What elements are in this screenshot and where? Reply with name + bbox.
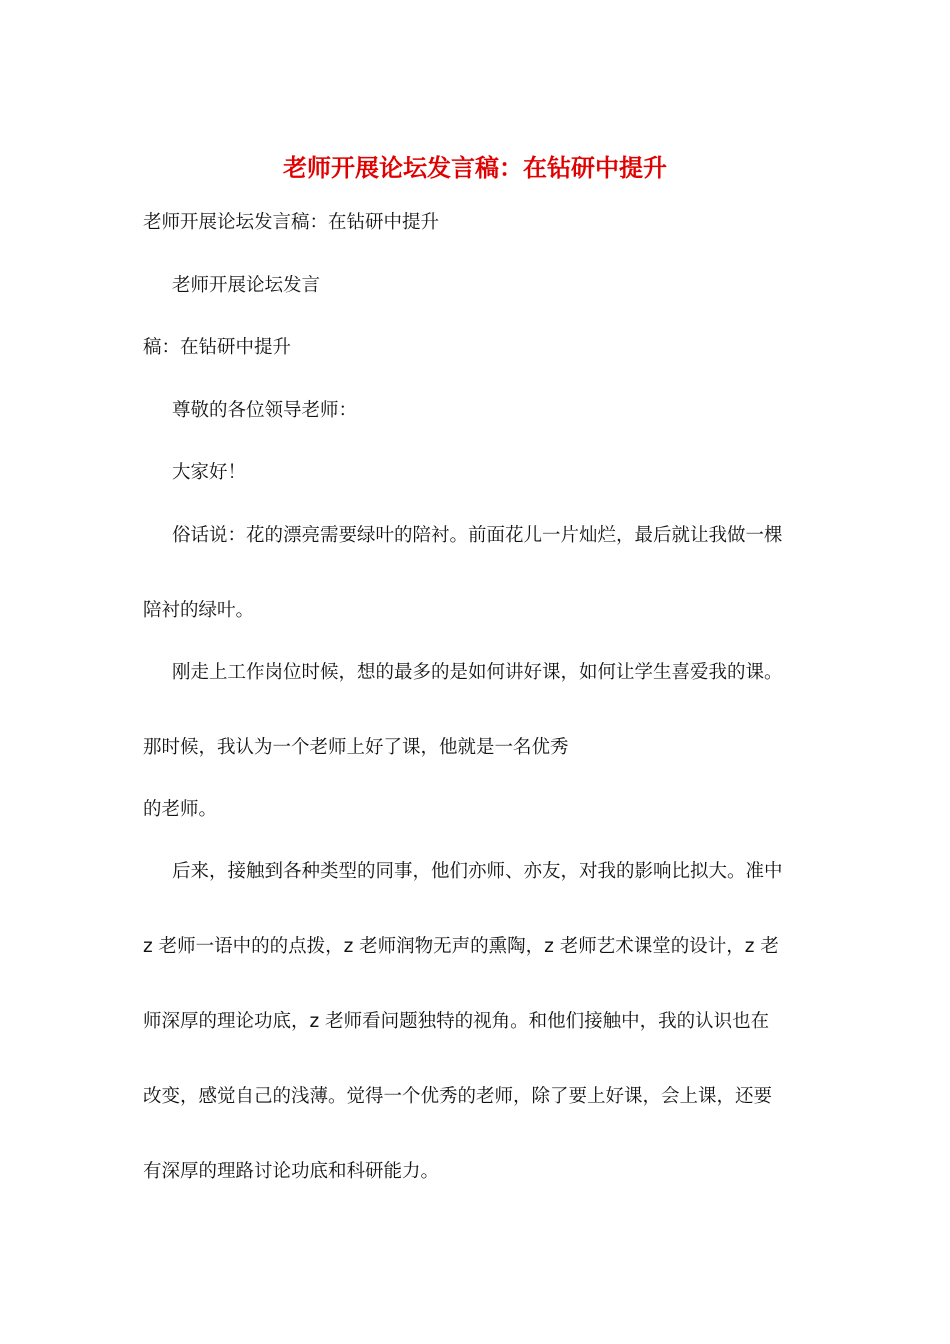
heading-line-2: 稿：在钻研中提升	[143, 337, 292, 358]
paragraph-3-line-5: 有深厚的理路讨论功底和科研能力。	[143, 1161, 440, 1182]
document-title: 老师开展论坛发言稿：在钻研中提升	[283, 153, 667, 182]
paragraph-3-line-2: z 老师一语中的的点拨，z 老师润物无声的熏陶，z 老师艺术课堂的设计，z 老	[143, 936, 779, 957]
salutation: 尊敬的各位领导老师：	[172, 400, 358, 421]
paragraph-1-line-1: 俗话说：花的漂亮需要绿叶的陪衬。前面花儿一片灿烂，最后就让我做一棵	[172, 525, 783, 546]
paragraph-1-line-2: 陪衬的绿叶。	[143, 600, 255, 621]
paragraph-3-line-1: 后来，接触到各种类型的同事，他们亦师、亦友，对我的影响比拟大。准中	[172, 861, 783, 882]
heading-line-1: 老师开展论坛发言	[172, 275, 321, 296]
paragraph-3-line-4: 改变，感觉自己的浅薄。觉得一个优秀的老师，除了要上好课，会上课，还要	[143, 1086, 773, 1107]
paragraph-2-line-2: 那时候，我认为一个老师上好了课，他就是一名优秀	[143, 737, 569, 758]
greeting: 大家好！	[172, 462, 247, 483]
subtitle-line: 老师开展论坛发言稿：在钻研中提升	[143, 212, 440, 233]
paragraph-3-line-3: 师深厚的理论功底，z 老师看问题独特的视角。和他们接触中，我的认识也在	[143, 1011, 770, 1032]
paragraph-2-line-1: 刚走上工作岗位时候，想的最多的是如何讲好课，如何让学生喜爱我的课。	[172, 662, 783, 683]
paragraph-2-line-3: 的老师。	[143, 799, 218, 820]
